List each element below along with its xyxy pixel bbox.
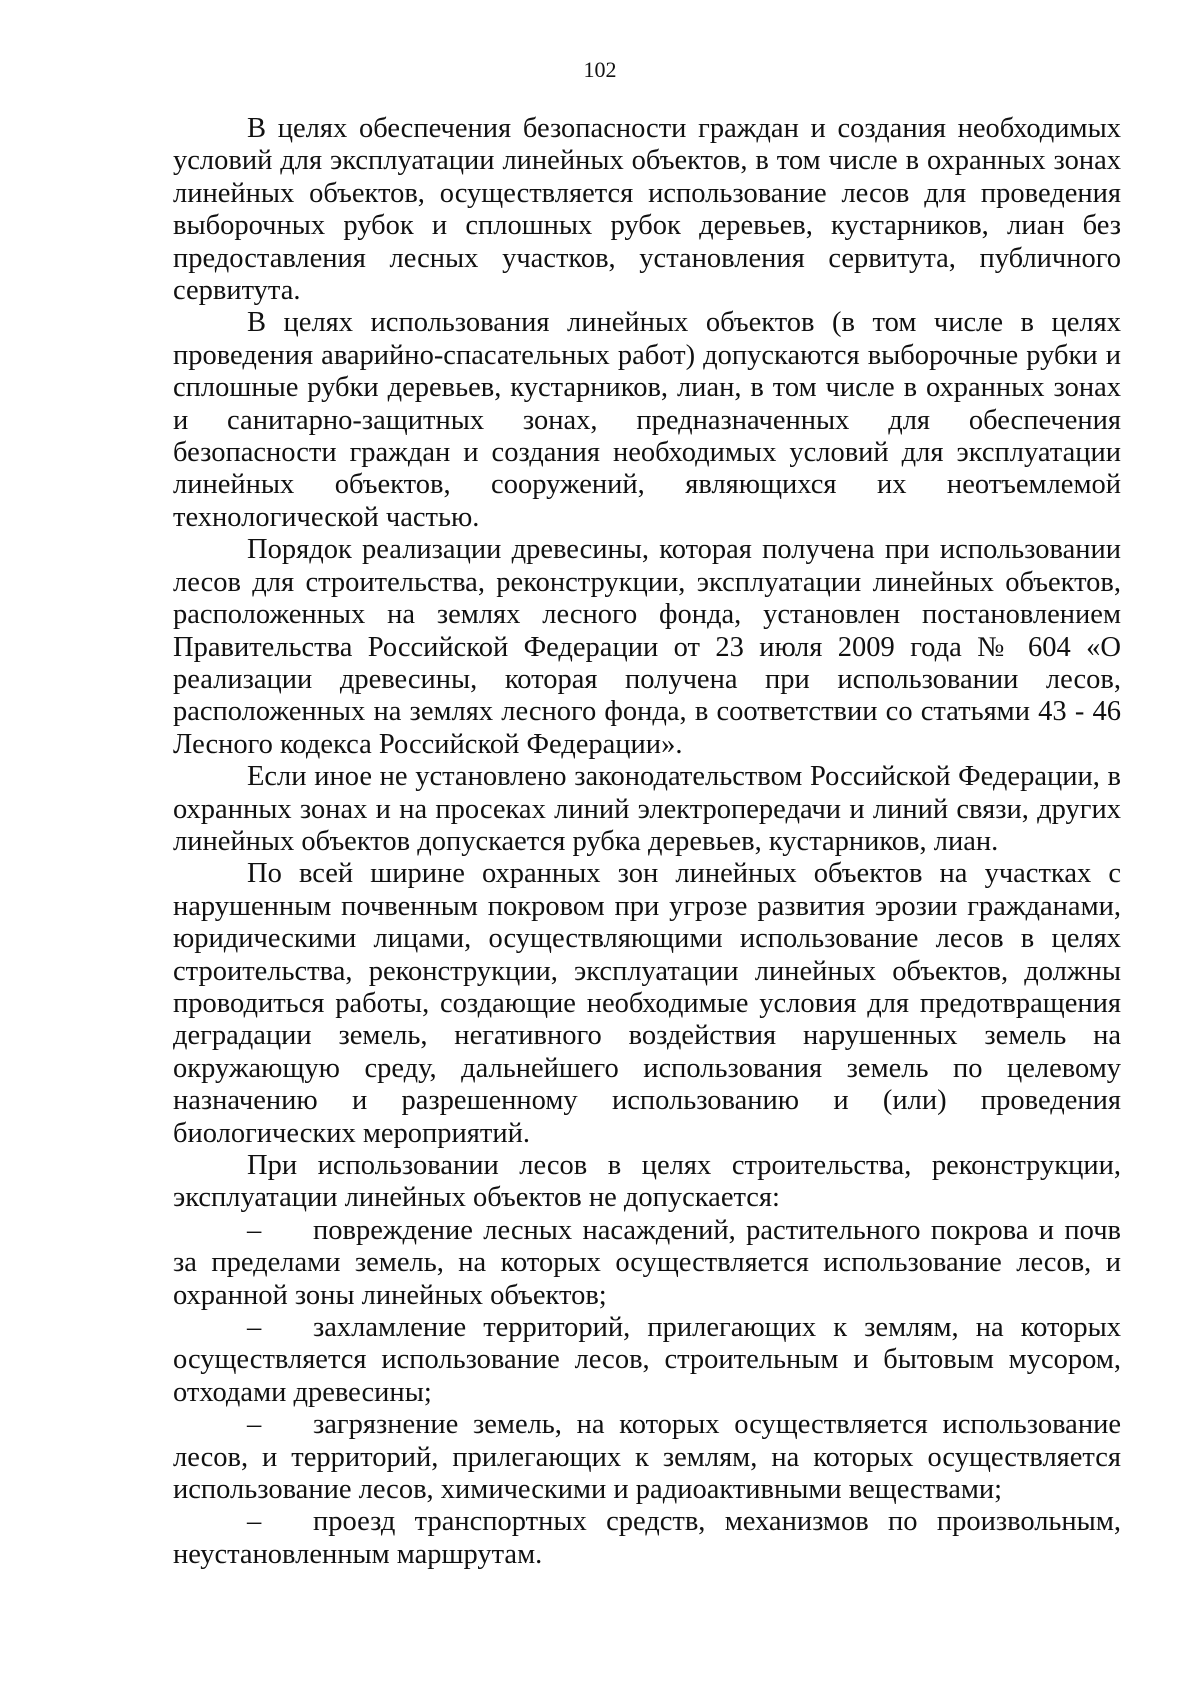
list-dash: –: [247, 1312, 262, 1344]
list-item: [173, 1409, 1121, 1506]
list-item-text: загрязнение земель, на которых осуществляется использование лесов, и территорий, прилегающих к землям, на которых осуществляется использование лесов, химическими и радиоактивными веществами;: [173, 1409, 1121, 1506]
paragraph: В целях обеспечения безопасности граждан и создания необходимых условий для эксплуатации линейных объектов, в том числе в охранных зонах линейных объектов, осуществляется использование лесов для проведения выборочных рубок и сплошных рубок деревьев, кустарников, лиан без предоставления лесных участков, установления сервитута, публичного сервитута.: [173, 113, 1121, 307]
page-number: 102: [583, 57, 617, 82]
list-dash: –: [247, 1506, 262, 1538]
paragraph: Порядок реализации древесины, которая получена при использовании лесов для строительства, реконструкции, эксплуатации линейных объектов, расположенных на землях лесного фонда, установлен постановлением Правительства Российской Федерации от 23 июля 2009 года № 604 «О реализации древесины, которая получена при использовании лесов, расположенных на землях лесного фонда, в соответствии со статьями 43 - 46 Лесного кодекса Российской Федерации».: [173, 534, 1121, 760]
list-dash: –: [247, 1409, 262, 1441]
list-item-text: проезд транспортных средств, механизмов по произвольным, неустановленным маршрутам.: [173, 1506, 1121, 1570]
list-item: [173, 1312, 1121, 1409]
list-item: [173, 1506, 1121, 1571]
paragraph: Если иное не установлено законодательством Российской Федерации, в охранных зонах и на просеках линий электропередачи и линий связи, других линейных объектов допускается рубка деревьев, кустарников, лиан.: [173, 761, 1121, 857]
paragraph: По всей ширине охранных зон линейных объектов на участках с нарушенным почвенным покровом при угрозе развития эрозии гражданами, юридическими лицами, осуществляющими использование лесов в целях строительства, реконструкции, эксплуатации линейных объектов, должны проводиться работы, создающие необходимые условия для предотвращения деградации земель, негативного воздействия нарушенных земель на окружающую среду, дальнейшего использования земель по целевому назначению и разрешенному использованию и (или) проведения биологических мероприятий.: [173, 858, 1121, 1149]
document-body: [173, 113, 1121, 1571]
list-item-text: повреждение лесных насаждений, растительного покрова и почв за пределами земель, на которых осуществляется использование лесов, и охранной зоны линейных объектов;: [173, 1214, 1121, 1311]
list-dash: –: [247, 1214, 262, 1246]
paragraph: В целях использования линейных объектов (в том числе в целях проведения аварийно-спасательных работ) допускаются выборочные рубки и сплошные рубки деревьев, кустарников, лиан, в том числе в охранных зонах и санитарно-защитных зонах, предназначенных для обеспечения безопасности граждан и создания необходимых условий для эксплуатации линейных объектов, сооружений, являющихся их неотъемлемой технологической частью.: [173, 307, 1121, 533]
paragraph: При использовании лесов в целях строительства, реконструкции, эксплуатации линейных объектов не допускается:: [173, 1150, 1121, 1214]
list-item: [173, 1215, 1121, 1312]
list-item-text: захламление территорий, прилегающих к землям, на которых осуществляется использование лесов, строительным и бытовым мусором, отходами древесины;: [173, 1312, 1121, 1408]
